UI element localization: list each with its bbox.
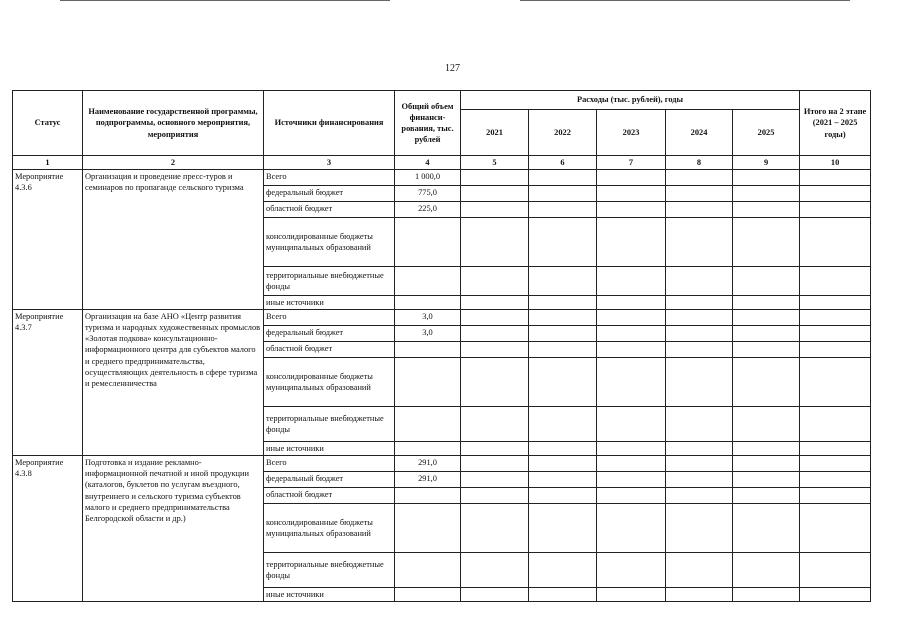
column-number: 8: [666, 156, 733, 170]
empty-cell: [597, 488, 666, 504]
empty-cell: [461, 358, 529, 407]
source-cell: иные источники: [264, 296, 395, 310]
source-cell: Всего: [264, 170, 395, 186]
empty-cell: [733, 472, 800, 488]
page-number: 127: [445, 63, 460, 74]
empty-cell: [461, 407, 529, 442]
table-row: [13, 456, 871, 472]
source-cell: областной бюджет: [264, 488, 395, 504]
empty-cell: [733, 326, 800, 342]
empty-cell: [666, 202, 733, 218]
total-cell: 1 000,0: [395, 170, 461, 186]
source-cell: Всего: [264, 456, 395, 472]
empty-cell: [529, 170, 597, 186]
total-cell: 291,0: [395, 472, 461, 488]
header-expenses: Расходы (тыс. рублей), годы: [461, 91, 800, 110]
empty-cell: [529, 296, 597, 310]
empty-cell: [461, 553, 529, 588]
source-cell: территориальные внебюджетные фонды: [264, 553, 395, 588]
total-cell: [395, 588, 461, 602]
financing-table: [12, 90, 871, 602]
column-number: 6: [529, 156, 597, 170]
empty-cell: [733, 170, 800, 186]
empty-cell: [733, 456, 800, 472]
source-cell: областной бюджет: [264, 342, 395, 358]
column-number: 9: [733, 156, 800, 170]
empty-cell: [597, 296, 666, 310]
source-cell: иные источники: [264, 588, 395, 602]
empty-cell: [461, 186, 529, 202]
empty-cell: [461, 442, 529, 456]
table-row: [13, 170, 871, 186]
header-total-volume: Общий объем финанси-рования, тыс. рублей: [395, 91, 461, 156]
empty-cell: [461, 310, 529, 326]
empty-cell: [597, 407, 666, 442]
empty-cell: [733, 504, 800, 553]
empty-cell: [733, 296, 800, 310]
total-cell: [395, 358, 461, 407]
status-cell: Мероприятие 4.3.7: [13, 310, 83, 456]
header-year: 2021: [461, 110, 529, 156]
total-cell: 3,0: [395, 310, 461, 326]
empty-cell: [461, 472, 529, 488]
empty-cell: [800, 170, 871, 186]
empty-cell: [529, 442, 597, 456]
source-cell: федеральный бюджет: [264, 472, 395, 488]
total-cell: [395, 218, 461, 267]
empty-cell: [529, 504, 597, 553]
empty-cell: [461, 456, 529, 472]
empty-cell: [666, 456, 733, 472]
empty-cell: [733, 310, 800, 326]
source-cell: территориальные внебюджетные фонды: [264, 407, 395, 442]
empty-cell: [733, 358, 800, 407]
empty-cell: [529, 588, 597, 602]
empty-cell: [666, 407, 733, 442]
empty-cell: [461, 326, 529, 342]
empty-cell: [597, 588, 666, 602]
table-body: [13, 170, 871, 602]
total-cell: 225,0: [395, 202, 461, 218]
source-cell: территориальные внебюджетные фонды: [264, 267, 395, 296]
empty-cell: [529, 488, 597, 504]
empty-cell: [733, 442, 800, 456]
column-number: 3: [264, 156, 395, 170]
empty-cell: [733, 186, 800, 202]
header-year: 2023: [597, 110, 666, 156]
empty-cell: [461, 588, 529, 602]
header-sources: Источники финансирования: [264, 91, 395, 156]
empty-cell: [529, 342, 597, 358]
empty-cell: [733, 202, 800, 218]
header-year: 2024: [666, 110, 733, 156]
source-cell: федеральный бюджет: [264, 326, 395, 342]
empty-cell: [597, 456, 666, 472]
empty-cell: [666, 442, 733, 456]
empty-cell: [733, 407, 800, 442]
empty-cell: [733, 588, 800, 602]
empty-cell: [800, 186, 871, 202]
source-cell: консолидированные бюджеты муниципальных образований: [264, 218, 395, 267]
empty-cell: [666, 326, 733, 342]
empty-cell: [529, 472, 597, 488]
empty-cell: [597, 267, 666, 296]
empty-cell: [461, 296, 529, 310]
empty-cell: [800, 553, 871, 588]
total-cell: [395, 267, 461, 296]
column-number: 2: [83, 156, 264, 170]
empty-cell: [529, 326, 597, 342]
empty-cell: [733, 267, 800, 296]
status-cell: Мероприятие 4.3.8: [13, 456, 83, 602]
empty-cell: [597, 553, 666, 588]
empty-cell: [597, 358, 666, 407]
empty-cell: [597, 186, 666, 202]
empty-cell: [529, 310, 597, 326]
header-status: Статус: [13, 91, 83, 156]
empty-cell: [529, 218, 597, 267]
empty-cell: [800, 488, 871, 504]
table-row: [13, 310, 871, 326]
name-cell: Подготовка и издание рекламно-информационной печатной и иной продукции (каталогов, буклетов по услугам въездного, внутреннего и сельского туризма субъектов малого и среднего предпринимательства Белгородской области и др.): [83, 456, 264, 602]
empty-cell: [597, 310, 666, 326]
header-row: [13, 91, 871, 110]
column-number: 4: [395, 156, 461, 170]
empty-cell: [529, 407, 597, 442]
empty-cell: [461, 218, 529, 267]
source-cell: Всего: [264, 310, 395, 326]
empty-cell: [666, 472, 733, 488]
empty-cell: [529, 358, 597, 407]
empty-cell: [800, 342, 871, 358]
empty-cell: [666, 553, 733, 588]
empty-cell: [597, 472, 666, 488]
empty-cell: [597, 326, 666, 342]
total-cell: [395, 553, 461, 588]
empty-cell: [666, 170, 733, 186]
empty-cell: [461, 342, 529, 358]
source-cell: областной бюджет: [264, 202, 395, 218]
empty-cell: [529, 553, 597, 588]
column-number: 1: [13, 156, 83, 170]
empty-cell: [800, 456, 871, 472]
empty-cell: [800, 267, 871, 296]
total-cell: [395, 504, 461, 553]
empty-cell: [597, 504, 666, 553]
total-cell: [395, 488, 461, 504]
total-cell: [395, 442, 461, 456]
header-itogo: Итого на 2 этапе (2021 – 2025 годы): [800, 91, 871, 156]
column-number: 7: [597, 156, 666, 170]
empty-cell: [800, 588, 871, 602]
empty-cell: [597, 202, 666, 218]
total-cell: 291,0: [395, 456, 461, 472]
empty-cell: [733, 218, 800, 267]
empty-cell: [666, 358, 733, 407]
empty-cell: [800, 326, 871, 342]
total-cell: 775,0: [395, 186, 461, 202]
status-cell: Мероприятие 4.3.6: [13, 170, 83, 310]
empty-cell: [461, 267, 529, 296]
total-cell: [395, 407, 461, 442]
header-year: 2022: [529, 110, 597, 156]
header-year: 2025: [733, 110, 800, 156]
empty-cell: [666, 267, 733, 296]
empty-cell: [800, 202, 871, 218]
empty-cell: [800, 472, 871, 488]
empty-cell: [800, 442, 871, 456]
total-cell: 3,0: [395, 326, 461, 342]
empty-cell: [733, 488, 800, 504]
source-cell: консолидированные бюджеты муниципальных образований: [264, 358, 395, 407]
source-cell: иные источники: [264, 442, 395, 456]
empty-cell: [800, 296, 871, 310]
column-number: 10: [800, 156, 871, 170]
empty-cell: [461, 202, 529, 218]
empty-cell: [800, 504, 871, 553]
empty-cell: [800, 407, 871, 442]
empty-cell: [666, 342, 733, 358]
column-number-row: [13, 156, 871, 170]
empty-cell: [461, 504, 529, 553]
empty-cell: [733, 553, 800, 588]
empty-cell: [461, 488, 529, 504]
empty-cell: [666, 588, 733, 602]
empty-cell: [800, 358, 871, 407]
empty-cell: [597, 342, 666, 358]
empty-cell: [733, 342, 800, 358]
empty-cell: [666, 218, 733, 267]
empty-cell: [529, 456, 597, 472]
empty-cell: [597, 218, 666, 267]
name-cell: Организация на базе АНО «Центр развития туризма и народных художественных промыслов «Золотая подкова» консультационно-информационного центра для субъектов малого и среднего предпринимательства, осуществляющих деятельность в сфере туризма и ремесленничества: [83, 310, 264, 456]
header-name: Наименование государственной программы, подпрограммы, основного мероприятия, мероприятия: [83, 91, 264, 156]
empty-cell: [461, 170, 529, 186]
empty-cell: [597, 442, 666, 456]
name-cell: Организация и проведение пресс-туров и семинаров по пропаганде сельского туризма: [83, 170, 264, 310]
column-number: 5: [461, 156, 529, 170]
source-cell: федеральный бюджет: [264, 186, 395, 202]
total-cell: [395, 296, 461, 310]
empty-cell: [800, 218, 871, 267]
empty-cell: [800, 310, 871, 326]
empty-cell: [666, 310, 733, 326]
source-cell: консолидированные бюджеты муниципальных образований: [264, 504, 395, 553]
empty-cell: [666, 488, 733, 504]
empty-cell: [666, 186, 733, 202]
empty-cell: [529, 202, 597, 218]
empty-cell: [666, 296, 733, 310]
top-edge-mark: [0, 0, 905, 3]
empty-cell: [529, 267, 597, 296]
empty-cell: [597, 170, 666, 186]
total-cell: [395, 342, 461, 358]
empty-cell: [666, 504, 733, 553]
empty-cell: [529, 186, 597, 202]
